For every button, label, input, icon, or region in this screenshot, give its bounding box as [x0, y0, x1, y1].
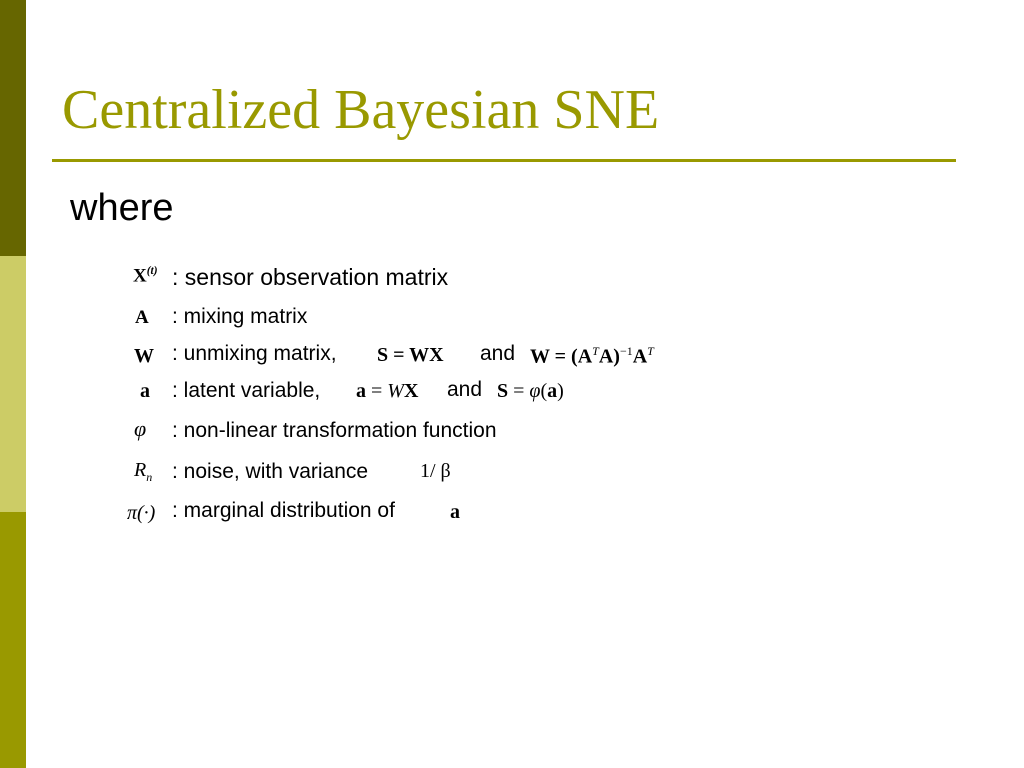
definition-description: : latent variable, [172, 379, 321, 402]
left-stripe-top [0, 0, 26, 256]
definition-description: : marginal distribution of [172, 499, 395, 522]
marginal-target-a: a [450, 501, 460, 523]
definition-row-marginal [0, 496, 900, 528]
definition-description: : unmixing matrix, [172, 342, 337, 365]
symbol-a-matrix: A [135, 307, 149, 328]
symbol-w: W [134, 345, 154, 367]
variance-value: 1/ β [420, 460, 451, 482]
equation-s-equals-wx: S = WX [377, 344, 444, 366]
symbol-a-latent: a [140, 380, 150, 402]
definition-row-noise [0, 456, 900, 488]
connector-and: and [447, 378, 483, 401]
equation-w-pseudoinverse: $W = (A^TA)^{-1}A^T$ [530, 344, 654, 368]
symbol-x: $X^{(t)}$ [133, 265, 158, 287]
slide-title: Centralized Bayesian SNE [62, 79, 660, 141]
definition-description: : noise, with variance [172, 460, 369, 483]
connector-and: and [480, 342, 516, 365]
symbol-pi: π(·) [127, 502, 156, 524]
definition-description: : non-linear transformation function [172, 419, 497, 442]
equation-s-equals-phi-a: S = φ(a) [497, 380, 564, 402]
symbol-x-superscript: (t) [146, 265, 158, 277]
definition-row-mixing [0, 304, 900, 336]
definition-description: : sensor observation matrix [172, 264, 449, 290]
intro-text: where [70, 187, 174, 229]
left-stripe-bottom [0, 512, 26, 768]
equation-a-equals-wx: a = WX [356, 380, 419, 402]
definition-row-latent [0, 376, 900, 408]
definition-row-transformation [0, 416, 900, 448]
title-underline [52, 159, 956, 162]
symbol-r-n: $R_n$ [134, 459, 153, 484]
definition-row-unmixing [0, 340, 900, 372]
definition-row-observation [0, 258, 900, 290]
symbol-phi: φ [134, 416, 147, 441]
definition-description: : mixing matrix [172, 305, 308, 328]
